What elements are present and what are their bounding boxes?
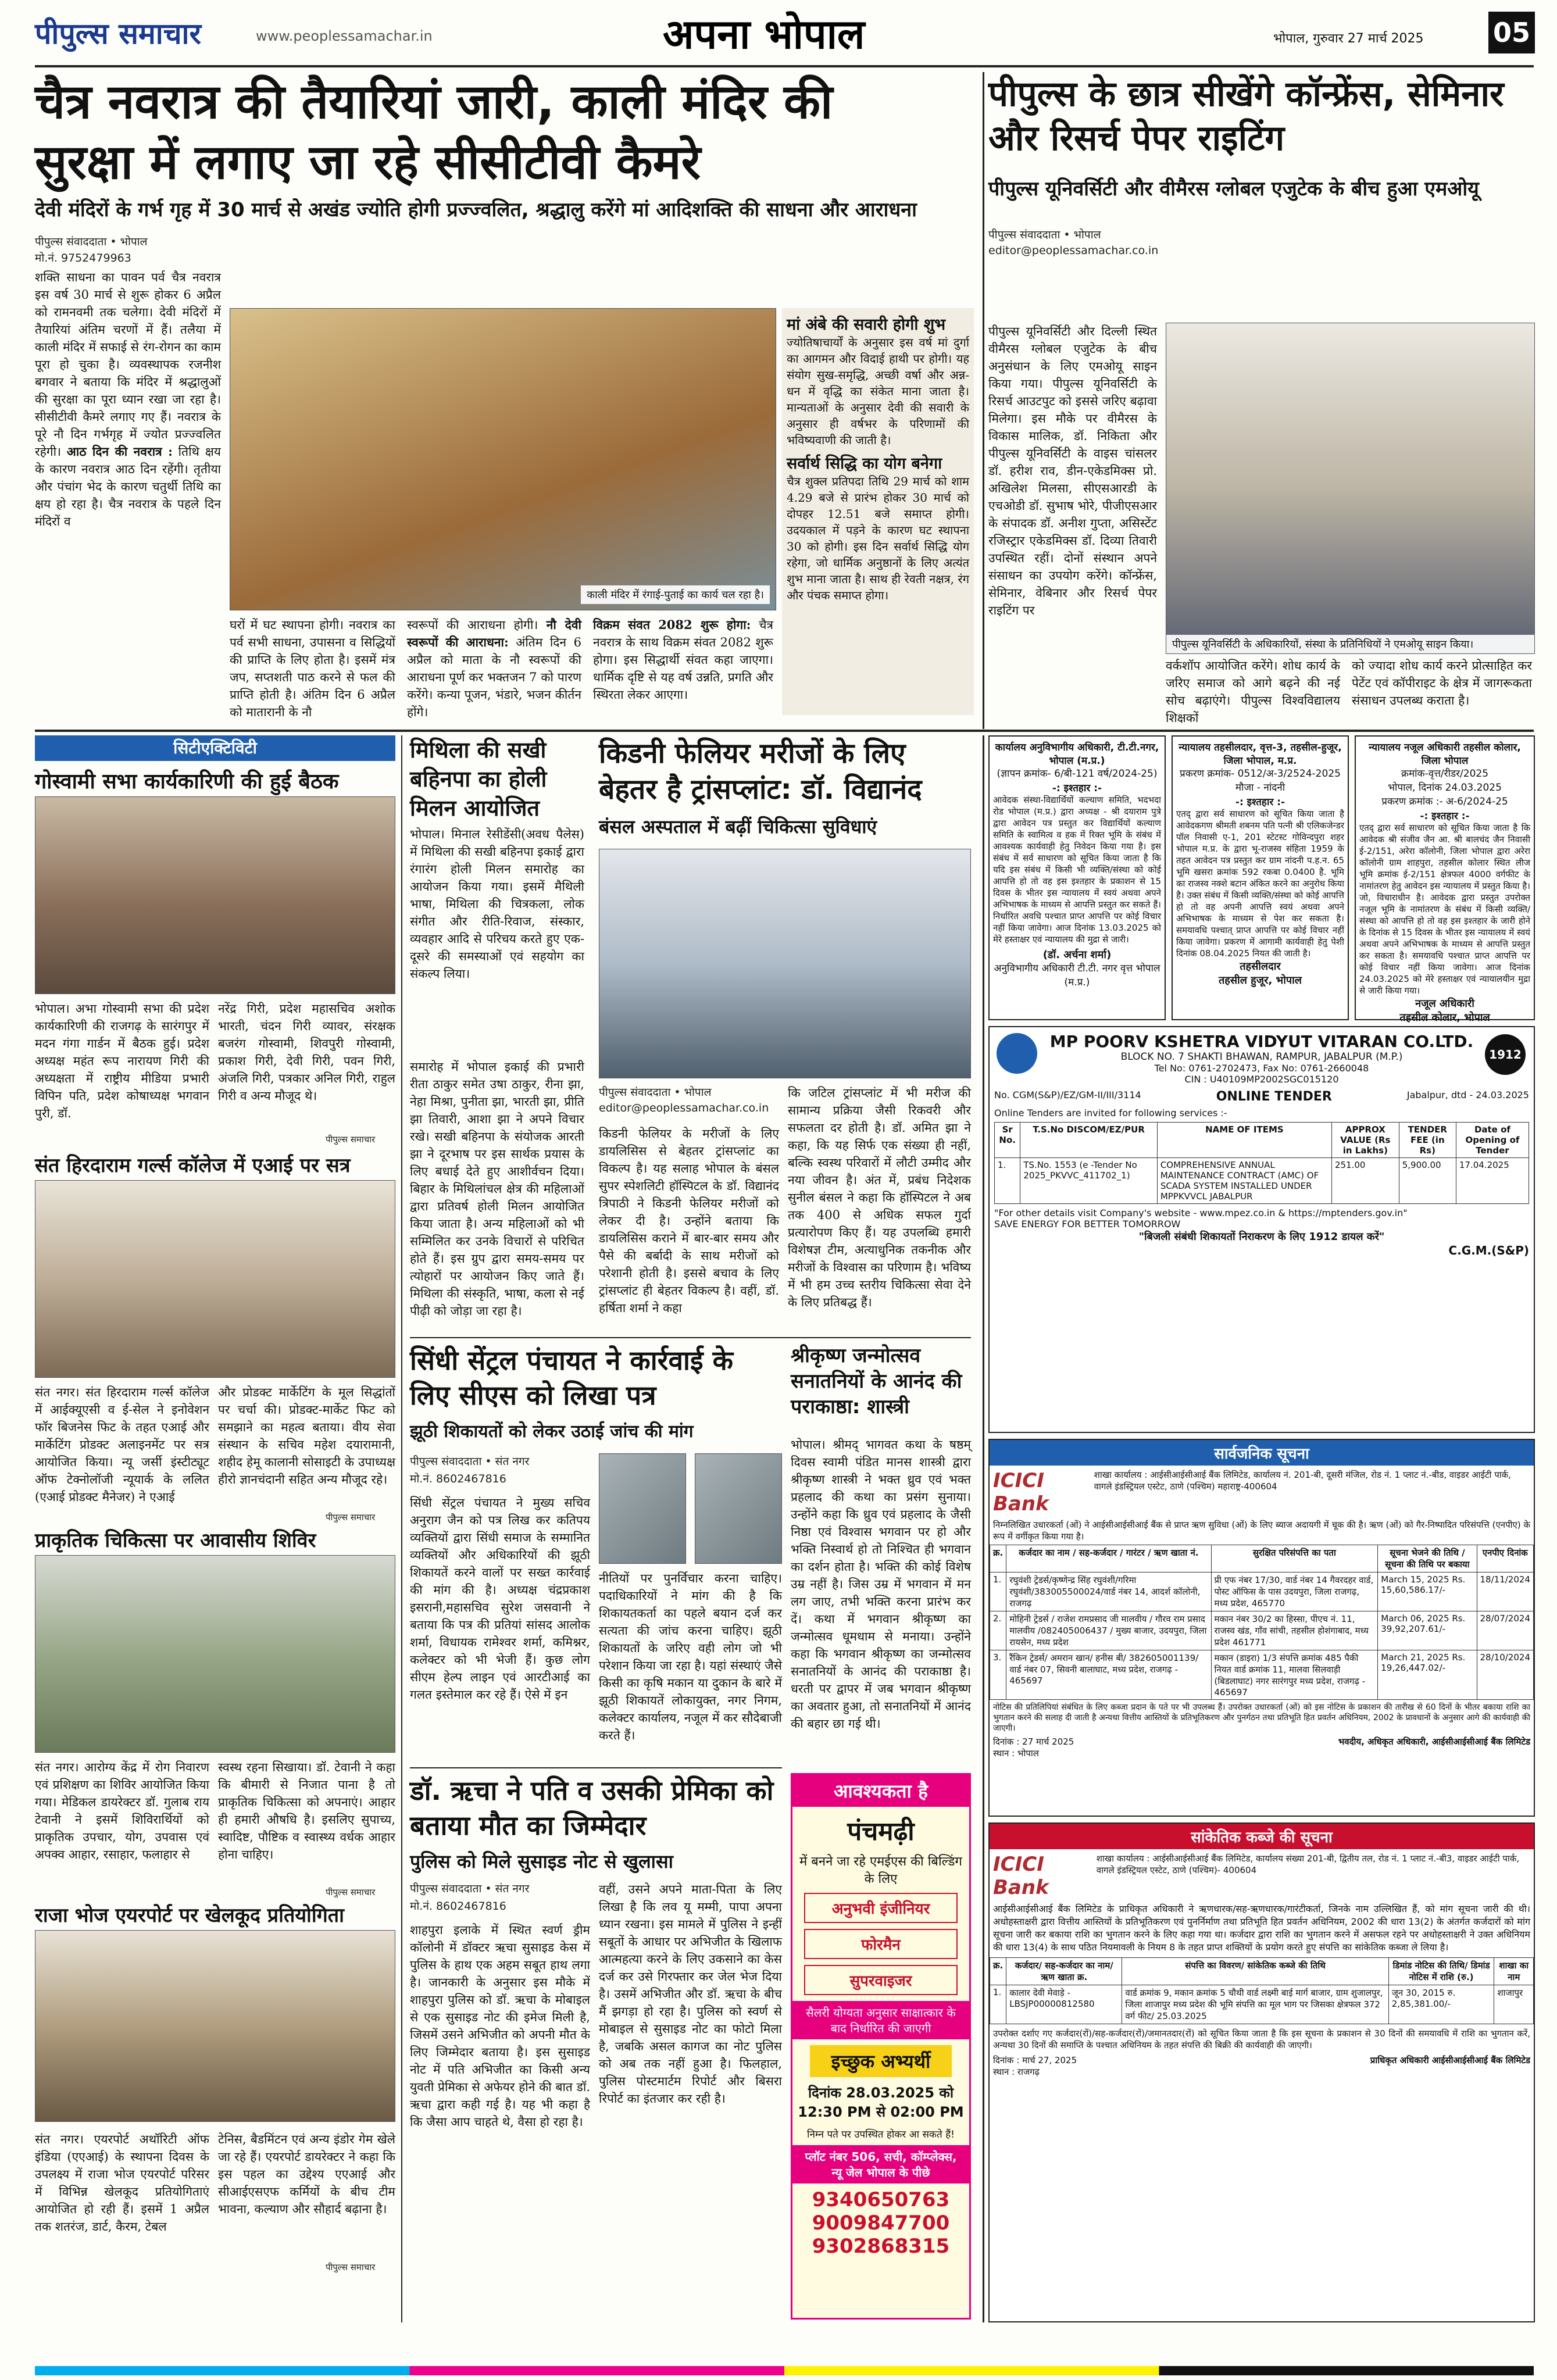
peoples-byline: पीपुल्स संवाददाता • भोपाल bbox=[988, 228, 1101, 241]
website-url[interactable]: www.peoplessamachar.in bbox=[256, 28, 433, 44]
notice-nazul: न्यायालय नजूल अधिकारी तहसील कोलार, जिला भोपाल क्रमांक-वृत्त/रीडर/2025 भोपाल, दिनांक 24.03.2025 प्रकरण क्रमांक :- अ-6/2024-25 -: इश्तहार :- एतद् द्वारा सर्व साधारण को सूचित किया जाता है कि आवेदक श्री संजीव जैन आ. श्री बालचंद जैन निवासी ई-2/151, अरेरा कॉलोनी, जिला भोपाल द्वारा अरेरा कॉलोनी ग्राम शाहपुरा, तहसील कोलार स्थित लीज भूमि क्रमांक ई-2/151 क्षेत्रफल 4000 वर्गफीट के नामांतरण हेतु आवेदन इस न्यायालय में प्रस्तुत किया है। जो, विचाराधीन है। आवेदक द्वारा प्रस्तुत उपरोक्त नजूल भूमि के नामांतरण के संबंध में किसी व्यक्ति/संस्था को आपत्ति हो तो वह इस इश्तहार के जारी होने के दिनांक से 15 दिवस के भीतर इस न्यायालय में स्वयं अथवा अपने अभिभाषक के माध्यम से आपत्ति प्रस्तुत कर सकता है। समयावधि पश्चात प्राप्त आपत्ति पर कोई विचार नहीं किया जावेगा। आज दिनांक 24.03.2025 को मेरे हस्ताक्षर एवं न्यायालयीन मुद्रा से जारी किया गया। नजूल अधिकारी तहसील कोलार, भोपाल bbox=[1355, 735, 1535, 1020]
ad-role-3: सुपरवाइजर bbox=[804, 1965, 958, 1995]
table-row: 1. कालार देवी मेवाड़े - LBSJP00000812580 वार्ड क्रमांक 9, मकान क्रमांक 5 चौथी वार्ड लक्ष्मी बाई मार्ग बाजार, ग्राम शुजालपुर, जिला शाजापुर मध्य प्रदेश की भूमि संपत्ति का मूल भाग पर जिसका क्षेत्रफल 372 वर्ग फीट/ 25.03.2025 जून 30, 2015 रु. 2,85,381.00/- शाजापुर bbox=[990, 1985, 1534, 2024]
table-row: 3. रैंकिन ट्रेडर्स/ अमरान खान/ हनीस बी/ 382605001139/ वार्ड नंबर 07, सिवनी बालाघाट, मध्य प्रदेश, राजगढ़ - 465697 मकान (डाइरा) 1/3 संपत्ति क्रमांक 485 पैकी नियत वार्ड क्रमांक 11, मालवा सिलवाड़ी (बिडलाघाट) नगर सारंगपुर मध्य प्रदेश, राजगढ़ - 465697 March 21, 2025 Rs. 19,26,447.02/- 28/10/2024 bbox=[990, 1650, 1534, 1700]
kidney-headline: किडनी फेलियर मरीजों के लिए बेहतर है ट्रांसप्लांट: डॉ. विद्यानंद bbox=[599, 737, 922, 806]
raja-col2: टेनिस, बैडमिंटन एवं अन्य इंडोर गेम खेले जा रहे हैं। एयरपोर्ट डायरेक्टर ने कहा कि इस पहल का उद्देश्य एएआई और सीआईएसएफ कर्मियों के बीच टीम भावना, कल्याण और सौहार्द बढ़ाना है। bbox=[218, 2132, 395, 2216]
sindhi-deck: झूठी शिकायतों को लेकर उठाई जांच की मांग bbox=[410, 1421, 694, 1442]
kidney-deck: बंसल अस्पताल में बढ़ीं चिकित्सा सुविधाएं bbox=[599, 816, 877, 838]
portrait-photo-1 bbox=[599, 1453, 686, 1564]
kali-temple-photo bbox=[230, 308, 776, 610]
lead-col1: शक्ति साधना का पावन पर्व चैत्र नवरात्र इस वर्ष 30 मार्च से शुरू होकर 6 अप्रैल को रामनवमी तक चलेगा। देवी मंदिरों में तैयारियां अंतिम चरणों में हैं। तलैया में काली मंदिर में सफाई से रंग-रोगन का काम पूरा हो चुका है। व्यवस्थापक रजनीश बगवार ने बताया कि मंदिर में श्रद्धालुओं की सुरक्षा का पूरा ध्यान रखा जा रहा है। सीसीटीवी कैमरे लगाए गए हैं। नवरात्र के पूरे नौ दिन गर्भगृह में ज्योत प्रज्ज्वलित रहेगी। आठ दिन की नवरात्र : तिथि क्षय के कारण नवरात्र आठ दिन रहेंगी। तृतीया और पंचांग भेद के कारण चतुर्थी तिथि का क्षय हो रहा है। चैत्र नवरात्र के पहले दिन मंदिरों व bbox=[35, 270, 221, 528]
ad-address: प्लॉट नंबर 506, सची, कॉम्प्लेक्स, न्यू जेल भोपाल के पीछे bbox=[792, 2145, 969, 2184]
lead-headline: चैत्र नवरात्र की तैयारियां जारी, काली मंदिर की सुरक्षा में लगाए जा रहे सीसीटीवी कैमरे bbox=[35, 74, 833, 190]
gosw-headline: गोस्वामी सभा कार्यकारिणी की हुई बैठक bbox=[35, 770, 339, 794]
richa-headline: डॉ. ऋचा ने पति व उसकी प्रेमिका को बताया मौत का जिम्मेदार bbox=[410, 1775, 774, 1841]
mithila-headline: मिथिला की सखी बहिनपा का होली मिलन आयोजित bbox=[410, 737, 547, 821]
sant-headline: संत हिरदाराम गर्ल्स कॉलेज में एआई पर सत्र bbox=[35, 1154, 351, 1177]
notice-tehsil: न्यायालय तहसीलदार, वृत्त-3, तहसील-हुजूर, जिला भोपाल, म.प्र. प्रकरण क्रमांक- 0512/अ-3/2524-2025 मौजा - नांदनी -: इश्तहार :- एतद् द्वारा सर्व साधारण को सूचित किया जाता है आवेदकगण श्रीमती शबनम पति पत्नी श्री एलिकजेन्डर पॉल निवासी ए-1, 201 स्टेटस्ट गोविन्दपुरा शहर भोपाल म.प्र. के द्वारा भू-राजस्व संहिता 1959 के तहत आवेदन पत्र प्रस्तुत कर ग्राम नांदनी प.ह.न. 65 भूमि खसरा क्रमांक 592 रकबा 0.0400 है. भूमि का राजस्व नक्शे बटान अंकित करने का अनुरोध किया है। उक्त संबंध में किसी व्यक्ति/संस्था को कोई आपत्ति हो तो वह अपनी आपत्ति स्वयं अथवा अपने अभिभाषक के माध्यम से पेश कर सकता है। समयावधि पश्चात् प्राप्त आपत्ति पर कोई विचार नहीं किया जावेगा। प्रकरण में आगामी कार्यवाही हेतु पेशी दिनांक 08.04.2025 नियत की जाती है। तहसीलदार तहसील हुजूर, भोपाल bbox=[1172, 735, 1349, 1020]
lead-col3: स्वरूपों की आराधना होगी। नौ देवी स्वरूपों की आराधना: अंतिम दिन 6 अप्रैल को माता के नौ स्वरूपों की आराधना पूर्ण कर भक्तजन 7 को पारण करेंगे। कन्या पूजन, भंडारे, भजन कीर्तन होंगे। bbox=[407, 617, 581, 719]
sant-col1: संत नगर। संत हिरदाराम गर्ल्स कॉलेज में आईक्यूएसी व ई-सेल ने इनोवेशन फॉर बिजनेस फिट के तहत एआई और मार्केटिंग प्रोडक्ट अलाइनमेंट पर सत्र आयोजित किया। न्यू जर्सी इंस्टीट्यूट ऑफ टेक्नोलॉजी न्यूयार्क के ललित (एआई प्रोडक्ट मैनेजर) ने एआई bbox=[35, 1385, 209, 1504]
gosw-credit: पीपुल्स समाचार bbox=[326, 1134, 376, 1145]
kidney-col2: कि जटिल ट्रांसप्लांट में भी मरीज की सामान्य प्रक्रिया जैसी रिकवरी और सफलता दर होती है। डॉ. अमित झा ने कहा, कि यह सिर्फ एक संख्या ही नहीं, बल्कि स्वस्थ परिवारों में लौटी उम्मीद और नया जीवन है। अंत में, प्रबंध निदेशक सुनील बंसल ने कहा कि हॉस्पिटल ने अब तक 400 से अधिक सफल गुर्दा प्रत्यारोपण किए हैं। यह उपलब्धि हमारी विशेषज्ञ टीम, अत्याधुनिक तकनीक और मरीजों के विश्वास का परिणाम है। भविष्य में भी हम उच्च स्तरीय चिकित्सा सेवा देने के लिए प्रतिबद्ध हैं। bbox=[788, 1086, 971, 1309]
section-title: अपना भोपाल bbox=[663, 10, 865, 58]
ad-phone-1[interactable]: 9340650763 bbox=[812, 2188, 950, 2211]
lead-byline: पीपुल्स संवाददाता • भोपाल bbox=[35, 235, 148, 248]
ad-phone-2[interactable]: 9009847700 bbox=[812, 2211, 950, 2235]
photo-caption: पीपुल्स यूनिवर्सिटी के अधिकारियों, संस्था के प्रतिनिधियों ने एमओयू साइन किया। bbox=[1166, 635, 1534, 653]
lead-deck: देवी मंदिरों के गर्भ गृह में 30 मार्च से अखंड ज्योति होगी प्रज्ज्वलित, श्रद्धालु करेंगे मां आदिशक्ति की साधना और आराधना bbox=[35, 198, 917, 221]
peoples-col2: वर्कशॉप आयोजित करेंगे। शोध कार्य के जरिए समाज को आगे बढ़ने की नई सोच बढ़ाएंगे। पीपुल्स विश्वविद्यालय शिक्षकों bbox=[1166, 659, 1340, 725]
nature-col1: संत नगर। आरोग्य केंद्र में रोग निवारण एवं प्रशिक्षण का शिविर आयोजित किया गया। मेडिकल डायरेक्टर डॉ. गुलाब राय टेवानी ने इसमें शिविरार्थियों को प्राकृतिक उपचार, योग, उपवास एवं अपक्व आहार, रसाहार, फलाहार से bbox=[35, 1760, 209, 1861]
gosw-photo bbox=[35, 796, 395, 994]
gosw-col1: भोपाल। अभा गोस्वामी सभा की प्रदेश कार्यकारिणी की राजगढ़ के सारंगपुर में मदन गंगा गार्डन में बैठक हुई। प्रदेश अध्यक्ष महंत रूप नारायण गिरी की अध्यक्षता में राष्ट्रीय मीडिया प्रभारी विपिन पति, प्रदेश कोषाध्यक्ष भगवान पुरी, डॉ. bbox=[35, 1002, 209, 1120]
portrait-photo-2 bbox=[695, 1453, 782, 1564]
ad-role-2: फोरमैन bbox=[804, 1929, 958, 1959]
sindhi-mobile: मो.नं. 8602467816 bbox=[410, 1473, 506, 1485]
sindhi-col2: नीतियों पर पुनर्विचार करना चाहिए। पदाधिकारियों ने मांग की है कि शिकायतकर्ता का पहले बयान दर्ज कर सत्यता की जांच करना चाहिए। झूठी शिकायतों के जरिए वही लोग जो भी परेशान किया जा रहा है। यहां संस्थाएं जैसे किसी का कृषि मकान या दुकान के बारे में झूठी शिकायतें लोकायुक्त, नगर निगम, कलेक्टर कार्यालय, नजूल में कर सौदेबाजी करते हैं। bbox=[599, 1571, 782, 1742]
raja-credit: पीपुल्स समाचार bbox=[326, 2262, 376, 2272]
wanted-ad bbox=[791, 1773, 971, 2320]
ad-location: पंचमढ़ी bbox=[847, 1817, 915, 1846]
sindhi-byline: पीपुल्स संवाददाता • संत नगर bbox=[410, 1455, 530, 1468]
lead-mobile: मो.नं. 9752479963 bbox=[35, 252, 131, 265]
sindhi-headline: सिंधी सेंट्रल पंचायत ने कार्रवाई के लिए सीएस को लिखा पत्र bbox=[410, 1345, 733, 1411]
ad-time: 12:30 PM से 02:00 PM bbox=[798, 2104, 964, 2120]
kidney-byline: पीपुल्स संवाददाता • भोपाल bbox=[599, 1086, 712, 1099]
raja-headline: राजा भोज एयरपोर्ट पर खेलकूद प्रतियोगिता bbox=[35, 1904, 344, 1927]
peoples-deck: पीपुल्स यूनिवर्सिटी और वीमैरस ग्लोबल एजुटेक के बीच हुआ एमओयू bbox=[988, 177, 1479, 201]
raja-col1: संत नगर। एयरपोर्ट अथॉरिटी ऑफ इंडिया (एएआई) के स्थापना दिवस के उपलक्ष्य में राजा भोज एयरपोर्ट परिसर में विभिन्न खेलकूद प्रतियोगिताएं आयोजित हो रही हैं। इसमें 1 अप्रैल तक शतरंज, डार्ट, कैरम, टेबल bbox=[35, 2132, 209, 2234]
icici-logo: ICICI Bank bbox=[993, 1853, 1049, 1899]
helpline-badge: 1912 bbox=[1485, 1034, 1526, 1075]
ad-role-1: अनुभवी इंजीनियर bbox=[804, 1893, 958, 1923]
icici-possession-notice: सांकेतिक कब्जे की सूचना ICICI Bank शाखा कार्यालय : आईसीआईसीआई बैंक लिमिटेड, कार्यालय संख्या 201-बी, द्वितीय तल, रोड नं. 1 प्लाट नं.-बी3, वाइडर आईटी पार्क, वागले इंडस्ट्रियल एस्टेट, ठाणे (पश्चिम)- 400604 आईसीआईसीआई बैंक लिमिटेड के प्राधिकृत अधिकारी ने ऋणधारक/सह-ऋणधारक/गारंटीकर्ता, जिनके नाम उल्लिखित हैं, को मांग सूचना जारी की थी। अधोहस्ताक्षरी द्वारा वित्तीय आस्तियों के प्रतिभूतिकरण एवं पुनर्निर्माण तथा प्रतिभूति हित प्रवर्तन अधिनियम, 2002 की धारा 13(2) के अंतर्गत कर्जदारों को मांग सूचना जारी कर बकाया राशि का भुगतान करने के लिए कहा गया था। कर्जदार द्वारा राशि का भुगतान करने में असफल रहने पर अधोहस्ताक्षरी ने उक्त अधिनियम की धारा 13(4) के साथ पठित नियमावली के नियम 8 के तहत प्राप्त शक्तियों के प्रयोग करते हुए संपत्ति का सांकेतिक कब्जा ले लिया है। क्र. कर्जदार/ सह-कर्जदार का नाम/ ऋण खाता क्र. संपत्ति का विवरण/ सांकेतिक कब्जे की तिथि डिमांड नोटिस की तिथि/ डिमांड नोटिस में राशि (रु.) शाखा का नाम 1. कालार देवी मेवाड़े - LBSJP00000812580 वार्ड क्रमांक 9, मकान क्रमांक 5 चौथी वार्ड लक्ष्मी बाई मार्ग बाजार, ग्राम शुजालपुर, जिला शाजापुर मध्य प्रदेश की भूमि संपत्ति का मूल भाग पर जिसका क्षेत्रफल 372 वर्ग फीट/ 25.03.2025 जून 30, 2015 रु. 2,85,381.00/- शाजापुर उपरोक्त दर्शाए गए कर्जदार(रों)/सह-कर्जदार(रों)/जमानतदार(रों) को सूचित किया जाता है कि इस सूचना के प्रकाशन से 30 दिनों की समयावधि में राशि का भुगतान करें, अन्यथा 30 दिनों की समाप्ति के पश्चात अधिनियम के तहत संपत्ति की बिक्री की कार्यवाही की जाएगी। दिनांक : मार्च 27, 2025 स्थान : राजगढ़ प्राधिकृत अधिकारी आईसीआईसीआई बैंक लिमिटेड bbox=[988, 1822, 1535, 2322]
mou-photo bbox=[1166, 323, 1535, 654]
lead-sub1: आठ दिन की नवरात्र : bbox=[66, 444, 173, 459]
table-row: 2. मोहिनी ट्रेडर्स / राजेश रामप्रसाद जी मालवीय / गौरव राम प्रसाद मालवीय /082405006437 / मुख्य बाजार, उदयपुरा, जिला रायसेन, मध्य प्रदेश मकान नंबर 30/2 का हिस्सा, पीएच नं. 11, राजस्व खंड, गाँव सांची, तहसील होशंगाबाद, मध्य प्रदेश 461771 March 06, 2025 Rs. 39,92,207.61/- 28/07/2024 bbox=[990, 1611, 1534, 1650]
nature-col2: स्वस्थ रहना सिखाया। डॉ. टेवानी ने कहा कि बीमारी से निजात पाना है तो प्राकृतिक चिकित्सा को अपनाएं। आहार ही हमारी औषधि है। इसलिए सुपाच्य, स्वादिष्ट, पौष्टिक व स्वास्थ्य वर्धक आहार होना चाहिए। bbox=[218, 1760, 395, 1861]
nature-headline: प्राकृतिक चिकित्सा पर आवासीय शिविर bbox=[35, 1529, 316, 1552]
kidney-col1: किडनी फेलियर के मरीजों के लिए डायलिसिस से बेहतर ट्रांसप्लांट का विकल्प है। यह सलाह भोपाल के बंसल सुपर स्पेशलिटी हॉस्पिटल के डॉ. विद्यानंद त्रिपाठी ने किडनी फेलियर मरीजों को लेकर दी है। उन्होंने बताया कि डायलिसिस कराने में बार-बार समय और पैसे की बर्बादी के साथ मरीजों को परेशानी होती है। इससे बचाव के लिए ट्रांसप्लांट ही बेहतर विकल्प है। वहीं, डॉ. हर्षिता शर्मा ने कहा bbox=[599, 1127, 779, 1315]
raja-photo bbox=[35, 1930, 395, 2122]
tender-table: Sr No. T.S.No DISCOM/EZ/PUR NAME OF ITEMS APPROX VALUE (Rs in Lakhs) TENDER FEE (in Rs) Date of Opening of Tender 1. TS.No. 1553 (e -Tender No 2025_PKVVC_411702_1) COMPREHENSIVE ANNUAL MAINTENANCE CONTRACT (AMC) OF SCADA SYSTEM INSTALLED UNDER MPPKVVCL JABALPUR 251.00 5,900.00 17.04.2025 bbox=[994, 1122, 1529, 1204]
brand-logo: पीपुल्स समाचार bbox=[35, 17, 201, 51]
kidney-email[interactable]: editor@peoplessamachar.co.in bbox=[599, 1102, 769, 1114]
ad-salary: सैलरी योग्यता अनुसार साक्षात्कार के बाद निर्धारित की जाएगी bbox=[792, 2001, 969, 2039]
nature-photo bbox=[35, 1555, 395, 1753]
icici-public-notice: सार्वजनिक सूचना ICICI Bank शाखा कार्यालय : आईसीआईसीआई बैंक लिमिटेड, कार्यालय नं. 201-बी, दूसरी मंजिल, रोड नं. 1 प्लाट नं.-बीड, वाइडर आईटी पार्क, वागले इंडस्ट्रियल एस्टेट, ठाणे (पश्चिम) महाराष्ट्र-400604 निम्नलिखित उधारकर्ता (ओं) ने आईसीआईसीआई बैंक से प्राप्त ऋण सुविधा (ओं) के लिए ब्याज अदायगी में चूक की है। ऋण (ओं) को गैर-निष्पादित परिसंपत्ति (एनपीए) के रूप में वर्गीकृत किया गया है। क्र. कर्जदार का नाम / सह-कर्जदार / गारंटर / ऋण खाता नं. सुरक्षित परिसंपत्ति का पता सूचना भेजने की तिथि / सूचना की तिथि पर बकाया एनपीए दिनांक 1. रघुवंशी ट्रेडर्स/कृष्णेन्द्र सिंह रघुवंशी/गरिमा रघुवंशी/383005500024/वार्ड नंबर 14, आदर्श कॉलोनी, राजगढ़ प्री एफ नंबर 17/30, वार्ड नंबर 14 गैवरदहर वार्ड, पोस्ट ऑफिस के पास उदयपुरा, जिला राजगढ़, मध्य प्रदेश, 465770 March 15, 2025 Rs. 15,60,586.17/- 18/11/2024 2. मोहिनी ट्रेडर्स / राजेश रामप्रसाद जी मालवीय / गौरव राम प्रसाद मालवीय /082405006437 / मुख्य बाजार, उदयपुरा, जिला रायसेन, मध्य प्रदेश मकान नंबर 30/2 का हिस्सा, पीएच नं. 11, राजस्व खंड, गाँव सांची, तहसील होशंगाबाद, मध्य प्रदेश 461771 March 06, 2025 Rs. 39,92,207.61/- 28/07/2024 3. रैंकिन ट्रेडर्स/ अमरान खान/ हनीस बी/ 382605001139/ वार्ड नंबर 07, सिवनी बालाघाट, मध्य प्रदेश, राजगढ़ - 465697 मकान (डाइरा) 1/3 संपत्ति क्रमांक 485 पैकी नियत वार्ड क्रमांक 11, मालवा सिलवाड़ी (बिडलाघाट) नगर सारंगपुर मध्य प्रदेश, राजगढ़ - 465697 March 21, 2025 Rs. 19,26,447.02/- 28/10/2024 नोटिस की प्रतिलिपियां संबंधित के लिए कब्जा प्रदान के पते पर भी उपलब्ध हैं। उपरोक्त उधारकर्ता (ओं) को इस नोटिस के प्रकाशन की तारीख से 60 दिनों के भीतर बकाया राशि का भुगतान करने की सलाह दी जाती है अन्यथा वित्तीय आस्तियों के प्रतिभूतिकरण और पुनर्गठन तथा प्रतिभूति हित प्रवर्तन अधिनियम, 2002 के प्रावधानों के अनुसार आगे की कार्यवाही की जाएगी। दिनांक : 27 मार्च 2025 स्थान : भोपाल भवदीय, अधिकृत अधिकारी, आईसीआईसीआई बैंक लिमिटेड bbox=[988, 1439, 1535, 1817]
ad-interview: इच्छुक अभ्यर्थी bbox=[810, 2045, 952, 2077]
richa-col1: शाहपुरा इलाके में स्थित स्वर्ण ड्रीम कॉलोनी में डॉक्टर ऋचा सुसाइड केस में पुलिस के हाथ एक अहम सबूत हाथ लगा है। जानकारी के अनुसार इस मौके में शाहपुरा पुलिस को डॉ. ऋचा के मोबाइल से एक सुसाइड नोट की इमेज मिली है, जिसमें उसने अभिजीत को अपनी मौत के लिए जिम्मेदार बताया है। इस सुसाइड नोट में पति अभिजीत का किसी अन्य युवती प्रेमिका से अफेयर होने की बात डॉ. ऋचा द्वारा कही गई है। यह भी कहा है कि जैसा आप चाहते थे, वैसा हो रहा है। bbox=[410, 1923, 590, 2129]
lead-col2: घरों में घट स्थापना होगी। नवरात्र का पर्व सभी साधना, उपासना व सिद्धियों की प्राप्ति के लिए होता है। इसमें मंत्र जप, सप्तशती पाठ करने से फल की प्राप्ति होती है। अंतिम दिन 6 अप्रैल को मातारानी के नौ bbox=[230, 618, 395, 719]
nature-credit: पीपुल्स समाचार bbox=[326, 1887, 376, 1897]
kidney-photo bbox=[599, 849, 971, 1078]
richa-col2: वहीं, उसने अपने माता-पिता के लिए लिखा है कि लव यू मम्मी, पापा अपना ध्यान रखना। इस मामले में पुलिस ने इन्हीं सबूतों के आधार पर अभिजीत के खिलाफ आत्महत्या करने के लिए उकसाने का केस दर्ज कर उसे गिरफ्तार कर जेल भेज दिया है। उसमें अभिजीत और डॉ. ऋचा के बीच मैं झगड़ा हो रहा है। पुलिस को स्वर्ण से मोबाइल से सुसाइड नोट का फोटो मिला है, जबकि असल कागज का नोट पुलिस को अब तक नहीं हुआ है। फिलहाल, पुलिस पोस्टमार्टम रिपोर्ट और बिसरा रिपोर्ट का इंतजार कर रही है। bbox=[599, 1882, 782, 2106]
icici-logo: ICICI Bank bbox=[993, 1469, 1049, 1516]
notice-sdm: कार्यालय अनुविभागीय अधिकारी, टी.टी.नगर, भोपाल (म.प्र.) (ज्ञापन क्रमांक- 6/बी-121 वर्ष/2024-25) -: इश्तहार :- आवेदक संस्था-विद्यार्थियों कल्याण समिति, भदभदा रोड भोपाल (म.प्र.) द्वारा अध्यक्ष - श्री दयाराम पुत्रे द्वारा आवेदन पत्र प्रस्तुत कर विद्यार्थियों कल्याण समिति के स्वामित्व व हक में रिक्त भूमि के संबंध में आवश्यक कार्यवाही हेतु निवेदन किया गया है। इस संबंध में सर्व साधारण को सूचित किया जाता है कि यदि इस संबंध में किसी भी व्यक्ति/संस्था को कोई आपत्ति हो तो वह इस इश्तहार के प्रकाशन से 15 दिवस के भीतर इस न्यायालय में स्वयं अथवा अपने अभिभाषक के माध्यम से आपत्ति प्रस्तुत कर सकते हैं। निर्धारित अवधि पश्चात प्राप्त आपत्ति पर कोई विचार नहीं किया जावेगा। आज दिनांक 13.03.2025 को मेरे हस्ताक्षर एवं न्यायालय की मुद्रा से जारी। (डॉ. अर्चना शर्मा) अनुविभागीय अधिकारी टी.टी. नगर वृत्त भोपाल (म.प्र.) bbox=[988, 735, 1166, 1020]
ad-phone-3[interactable]: 9302868315 bbox=[812, 2235, 950, 2258]
gosw-col2: नरेंद्र गिरी, प्रदेश महासचिव अशोक भारती, चंदन गिरी व्यावर, संरक्षक बजरंग गोस्वामी, शिवपुरी गोस्वामी, प्रकाश गिरी, देवी गिरी, पवन गिरी, अंजलि गिरी, पत्रकार अनिल गिरी, राहुल गिरी व अन्य मौजूद थे। bbox=[218, 1002, 395, 1103]
peoples-col1: पीपुल्स यूनिवर्सिटी और दिल्ली स्थित वीमैरस ग्लोबल एजुटेक के बीच अनुसंधान के लिए एमओयू साइन किया गया। पीपुल्स यूनिवर्सिटी के रिसर्च आउटपुट को इससे जरिए बढ़ावा मिलेगा। इस मौके पर वीमैरस के विकास मालिक, डॉ. निकिता और पीपुल्स यूनिवर्सिटी के वाइस चांसलर डॉ. हरीश राव, डीन-एकेडमिक्स प्रो. अखिलेश मिलसा, सीएसआरडी के एचओडी डॉ. सुभाष भोरे, पीजीएसआर के संपादक डॉ. अनीश गुप्ता, असिस्टेंट रजिस्ट्रार एकेडमिक्स डॉ. दिव्या तिवारी उपस्थित रहीं। दोनों संस्थान अपने संसाधन का उपयोग करेंगे। कॉन्फ्रेंस, सेमिनार, वेबिनार और रिसर्च पेपर राइटिंग पर bbox=[988, 324, 1157, 617]
ad-reach: निम्न पते पर उपस्थित होकर आ सकते हैं! bbox=[807, 2129, 955, 2140]
photo-caption: काली मंदिर में रंगाई-पुताई का कार्य चल रहा है। bbox=[581, 585, 770, 604]
peoples-col3: को ज्यादा शोध कार्य करने प्रोत्साहित कर पेटेंट एवं कॉपीराइट के क्षेत्र में जागरूकता संसाधन उपलब्ध कराता है। bbox=[1352, 659, 1532, 707]
peoples-email[interactable]: editor@peoplessamachar.co.in bbox=[988, 244, 1159, 257]
company-logo bbox=[997, 1033, 1037, 1074]
mithila-body2: समारोह में भोपाल इकाई की प्रभारी रीता ठाकुर समेत उषा ठाकुर, रीना झा, नेहा मिश्रा, पुनीता झा, भारती झा, प्रीति झा तिवारी, आशा झा ने अपने विचार रखे। सखी बहिनपा के संयोजक आरती झा ने दूरभाष पर इस सार्थक प्रयास के लिए बधाई देते हुए आशीर्वचन दिया। बिहार के मिथिलांचल क्षेत्र की महिलाओं द्वारा प्रतिवर्ष होली मिलन आयोजित किया जाता है। अन्य महिलाओं को भी सम्मिलित कर उनके विचारों से परिचित होते हैं। इस ग्रुप द्वारा समय-समय पर त्योहारों पर आयोजन किए जाते हैं। मिथिला की संस्कृति, भाषा, कला से नई पीढ़ी को जोड़ा जा रहा है। bbox=[410, 1060, 584, 1318]
ad-title: आवश्यकता है bbox=[792, 1775, 969, 1807]
mithila-body1: भोपाल। मिनाल रेसीडेंसी(अवध पैलेस) में मिथिला की सखी बहिनपा इकाई द्वारा रंगारंग होली मिलन समारोह का आयोजन किया गया। इसमें मैथिली भाषा, मिथिला की चित्रकला, लोक संगीत और रीति-रिवाज, संस्कार, व्यवहार आदि से परिचय करते हुए एक-दूसरे की समस्याओं एवं सहयोग का संकल्प लिया। bbox=[410, 827, 584, 981]
lead-sidebar: मां अंबे की सवारी होगी शुभ ज्योतिषाचार्यों के अनुसार इस वर्ष मां दुर्गा का आगमन और विदाई हाथी पर होगी। यह संयोग सुख-समृद्धि, अच्छी वर्षा और अन्न-धन में वृद्धि का संकेत माना जाता है। मान्यताओं के अनुसार देवी की सवारी के अनुसार ही वर्षभर के परिणामों की भविष्यवाणी की जाती है। सर्वार्थ सिद्धि का योग बनेगा चैत्र शुक्ल प्रतिपदा तिथि 29 मार्च को शाम 4.29 बजे से प्रारंभ होकर 30 मार्च को दोपहर 12.51 बजे समाप्त होगी। उदयकाल में पड़ने के कारण घट स्थापना 30 को होगी। इस दिन सर्वार्थ सिद्धि योग रहेगा, जो धार्मिक अनुष्ठानों के लिए अत्यंत शुभ माना जाता है। साथ ही रेवती नक्षत्र, रंग और पंचक समाप्त होगा। bbox=[782, 308, 974, 715]
sindhi-col1: सिंधी सेंट्रल पंचायत ने मुख्य सचिव अनुराग जैन को पत्र लिख कर कतिपय व्यक्तियों द्वारा सिंधी समाज के सम्मानित व्यक्तियों और अधिकारियों की झूठी शिकायतें करने वालों पर सख्त कार्रवाई की मांग की है। अध्यक्ष चंद्रप्रकाश इसरानी,महासचिव सुरेश जसवानी ने बताया कि पत्र की प्रतियां सांसद आलोक शर्मा, विधायक रामेश्वर शर्मा, कमिश्नर, कलेक्टर को भी भेजी हैं। कुछ लोग सीएम हेल्प लाइन एवं आरटीआई का गलत इस्तेमाल कर रहे हैं। ऐसे में इन bbox=[410, 1496, 590, 1702]
table-row: 1. TS.No. 1553 (e -Tender No 2025_PKVVC_411702_1) COMPREHENSIVE ANNUAL MAINTENANCE CONTRACT (AMC) OF SCADA SYSTEM INSTALLED UNDER MPPKVVCL JABALPUR 251.00 5,900.00 17.04.2025 bbox=[995, 1158, 1529, 1204]
sant-col2: और प्रोडक्ट मार्केटिंग के मूल सिद्धांतों पर चर्चा की। प्रोडक्ट-मार्केट फिट को समझाने का महत्व बताया। वीय सेवा संस्थान के सचिव महेश दयारामानी, शहीद हेमू कालानी सोसाइटी के उपाध्यक्ष हीरो ज्ञानचंदानी सहित अन्य मौजूद रहे। bbox=[218, 1385, 395, 1486]
lead-col4: विक्रम संवत 2082 शुरू होगा: चैत्र नवरात्र के साथ विक्रम संवत 2082 शुरू होगा। इस सिद्धार्थी संवत कहा जाएगा। धार्मिक दृष्टि से यह वर्ष उन्नति, प्रगति और स्थिरता लेकर आएगा। bbox=[593, 617, 773, 702]
richa-deck: पुलिस को मिले सुसाइड नोट से खुलासा bbox=[410, 1850, 673, 1872]
peoples-headline: पीपुल्स के छात्र सीखेंगे कॉन्फ्रेंस, सेमिनार और रिसर्च पेपर राइटिंग bbox=[988, 74, 1504, 159]
richa-byline: पीपुल्स संवाददाता • संत नगर bbox=[410, 1882, 530, 1895]
masthead bbox=[0, 0, 1557, 65]
color-registration-strip bbox=[35, 2366, 1534, 2375]
city-activity-label: सिटीएक्टिविटी bbox=[35, 735, 395, 761]
ad-date: दिनांक 28.03.2025 को bbox=[808, 2085, 954, 2101]
tender-notice: MP POORV KSHETRA VIDYUT VITARAN CO.LTD. BLOCK NO. 7 SHAKTI BHAWAN, RAMPUR, JABALPUR (M.P.) Tel No: 0761-2702473, Fax No: 0761-2660048 CIN : U40109MP2002SGC015120 1912 No. CGM(S&P)/EZ/GM-II/III/3114 ONLINE TENDER Jabalpur, dtd - 24.03.2025 Online Tenders are invited for following services :- Sr No. T.S.No DISCOM/EZ/PUR NAME OF ITEMS APPROX VALUE (Rs in Lakhs) TENDER FEE (in Rs) Date of Opening of Tender 1. TS.No. 1553 (e -Tender No 2025_PKVVC_411702_1) COMPREHENSIVE ANNUAL MAINTENANCE CONTRACT (AMC) OF SCADA SYSTEM INSTALLED UNDER MPPKVVCL JABALPUR 251.00 5,900.00 17.04.2025 "For other details visit Company's website - www.mpez.co.in & https://mptenders.gov.in" SAVE ENERGY FOR BETTER TOMORROW "बिजली संबंधी शिकायतों निराकरण के लिए 1912 डायल करें" C.G.M.(S&P) bbox=[988, 1026, 1535, 1433]
shrikrishna-body: भोपाल। श्रीमद् भागवत कथा के षष्ठम् दिवस स्वामी पंडित मानस शास्त्री द्वारा श्रीकृष्ण शास्त्री ने भक्त ध्रुव एवं भक्त प्रहलाद की कथा का प्रसंग सुनाया। उन्होंने कहा कि ध्रुव एवं प्रहलाद के जैसी निष्ठा एवं विश्वास भगवान पर हो और भक्ति निस्वार्थ हो तो निश्चित ही भगवान का दर्शन होता है। भक्ति की कोई विशेष उम्र नहीं है। जिस उम्र में भगवान में मन लग जाए, तभी भक्ति करना प्रारंभ कर दें। कथा में भगवान श्रीकृष्ण का जन्मोत्सव धूमधाम से मनाया। उन्होंने कहा कि भगवान श्रीकृष्ण का जन्मोत्सव सनातनियों के आनंद की पराकाष्ठा है। धरती पर द्वापर में जब भगवान श्रीकृष्ण का अवतार हुआ, तो सनातनियों में आनंद की बहार छा गई थी। bbox=[791, 1438, 971, 1731]
page-number: 05 bbox=[1488, 12, 1535, 53]
dateline: भोपाल, गुरुवार 27 मार्च 2025 bbox=[1273, 31, 1424, 46]
table-row: 1. रघुवंशी ट्रेडर्स/कृष्णेन्द्र सिंह रघुवंशी/गरिमा रघुवंशी/383005500024/वार्ड नंबर 14, आदर्श कॉलोनी, राजगढ़ प्री एफ नंबर 17/30, वार्ड नंबर 14 गैवरदहर वार्ड, पोस्ट ऑफिस के पास उदयपुरा, जिला राजगढ़, मध्य प्रदेश, 465770 March 15, 2025 Rs. 15,60,586.17/- 18/11/2024 bbox=[990, 1573, 1534, 1611]
ad-line1: में बनने जा रहे एमईएस की बिल्डिंग के लिए bbox=[799, 1854, 962, 1886]
richa-mobile: मो.नं. 8602467816 bbox=[410, 1900, 506, 1913]
sant-photo bbox=[35, 1180, 395, 1378]
sant-credit: पीपुल्स समाचार bbox=[326, 1512, 376, 1523]
shrikrishna-headline: श्रीकृष्ण जन्मोत्सव सनातनियों के आनंद की पराकाष्ठा: शास्त्री bbox=[791, 1344, 962, 1418]
